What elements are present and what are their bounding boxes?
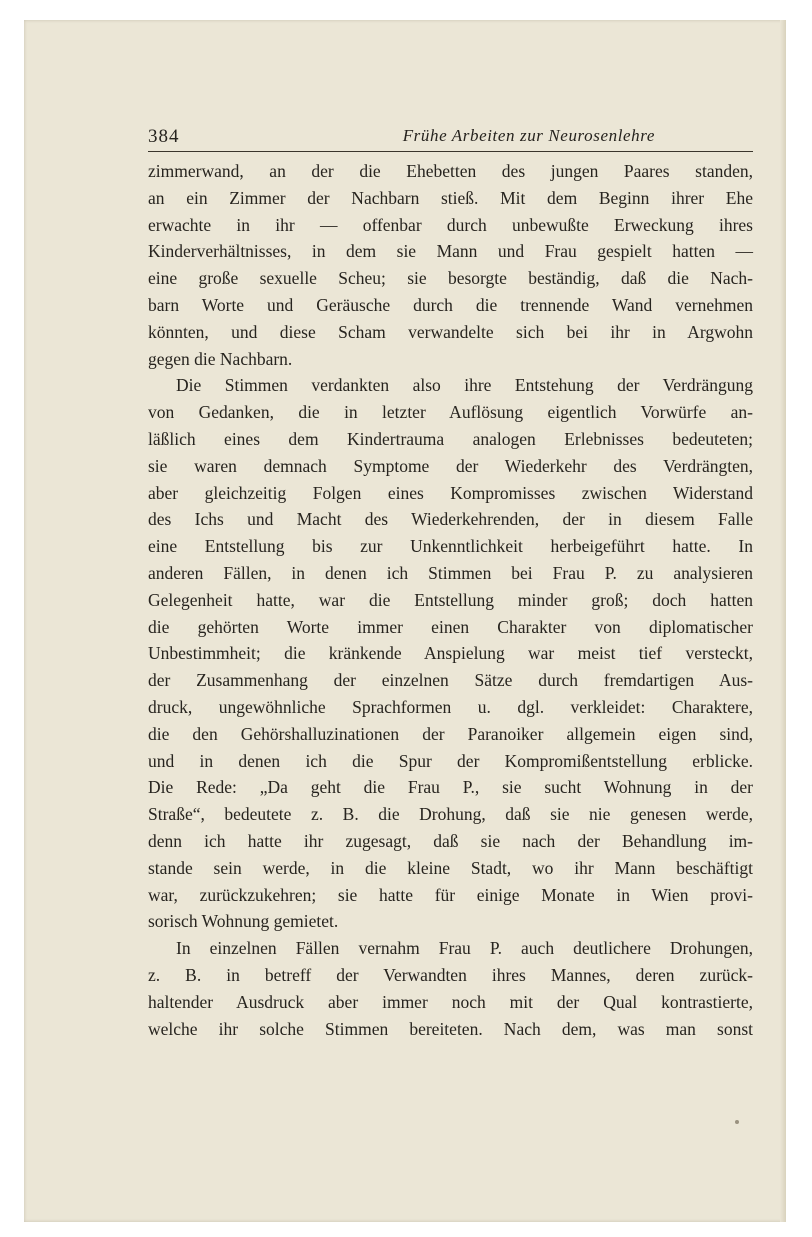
text-line: Die Stimmen verdankten also ihre Entstehung der Verdrängung <box>176 375 753 396</box>
text-line: In einzelnen Fällen vernahm Frau P. auch deutlichere Drohungen, <box>176 938 753 959</box>
header-rule <box>148 151 753 152</box>
text-line: Die Rede: „Da geht die Frau P., sie sucht Wohnung in der <box>148 777 753 798</box>
text-line: von Gedanken, die in letzter Auflösung eigentlich Vorwürfe an- <box>148 402 753 423</box>
text-line: Straße“, bedeutete z. B. die Drohung, daß sie nie genesen werde, <box>148 804 753 825</box>
text-line: welche ihr solche Stimmen bereiteten. Nach dem, was man sonst <box>148 1018 753 1039</box>
text-line: könnten, und diese Scham verwandelte sich bei ihr in Argwohn <box>148 321 753 342</box>
text-line: anderen Fällen, in denen ich Stimmen bei Frau P. zu analysieren <box>148 562 753 583</box>
text-line: sorisch Wohnung gemietet. <box>148 911 339 932</box>
page-header <box>148 124 753 152</box>
body-text <box>148 158 753 1042</box>
text-line: die den Gehörshalluzinationen der Paranoiker allgemein eigen sind, <box>148 723 753 744</box>
text-line: druck, ungewöhnliche Sprachformen u. dgl. verkleidet: Charaktere, <box>148 696 753 717</box>
text-line: eine Entstellung bis zur Unkenntlichkeit herbeigeführt hatte. In <box>148 536 753 557</box>
text-line: die gehörten Worte immer einen Charakter von diplomatischer <box>148 616 753 637</box>
page-edge-shadow <box>780 20 786 1222</box>
text-line: aber gleichzeitig Folgen eines Kompromisses zwischen Widerstand <box>148 482 753 503</box>
text-line: und in denen ich die Spur der Kompromißentstellung erblicke. <box>148 750 753 771</box>
text-line: sie waren demnach Symptome der Wiederkehr des Verdrängten, <box>148 455 753 476</box>
text-line: des Ichs und Macht des Wiederkehrenden, der in diesem Falle <box>148 509 753 530</box>
text-line: Kinderverhältnisses, in dem sie Mann und Frau gespielt hatten — <box>148 241 753 262</box>
running-title: Frühe Arbeiten zur Neurosenlehre <box>402 126 655 145</box>
text-line: barn Worte und Geräusche durch die trennende Wand vernehmen <box>148 294 753 315</box>
text-line: der Zusammenhang der einzelnen Sätze durch fremdartigen Aus- <box>148 670 753 691</box>
text-line: zimmerwand, an der die Ehebetten des jungen Paares standen, <box>148 161 753 181</box>
text-line: z. B. in betreff der Verwandten ihres Mannes, deren zurück- <box>148 964 753 985</box>
paper-speck <box>735 1120 739 1124</box>
text-line: denn ich hatte ihr zugesagt, daß sie nach der Behandlung im- <box>148 830 753 851</box>
text-line: Unbestimmheit; die kränkende Anspielung war meist tief versteckt, <box>148 643 753 664</box>
text-line: haltender Ausdruck aber immer noch mit der Qual kontrastierte, <box>148 991 753 1012</box>
page-number: 384 <box>148 126 180 147</box>
text-line: an ein Zimmer der Nachbarn stieß. Mit dem Beginn ihrer Ehe <box>148 187 753 208</box>
text-line: läßlich eines dem Kindertrauma analogen Erlebnisses bedeuteten; <box>148 428 753 449</box>
text-line: war, zurückzukehren; sie hatte für einige Monate in Wien provi- <box>148 884 753 905</box>
text-line: erwachte in ihr — offenbar durch unbewußte Erweckung ihres <box>148 214 753 235</box>
text-line: eine große sexuelle Scheu; sie besorgte beständig, daß die Nach- <box>148 268 753 289</box>
text-line: gegen die Nachbarn. <box>148 348 293 369</box>
text-line: stande sein werde, in die kleine Stadt, wo ihr Mann beschäftigt <box>148 857 753 878</box>
text-line: Gelegenheit hatte, war die Entstellung minder groß; doch hatten <box>148 589 753 610</box>
